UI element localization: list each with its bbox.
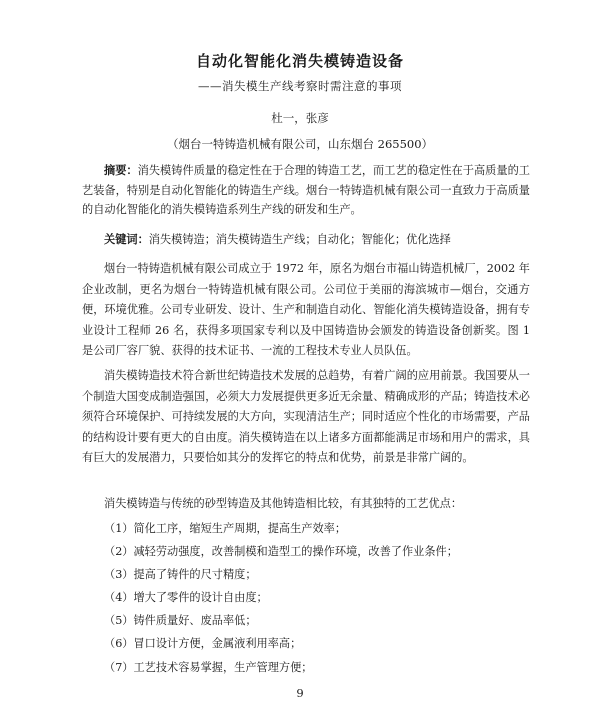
list-item: （4）增大了零件的设计自由度； [104, 591, 268, 605]
list-item: （7）工艺技术容易掌握，生产管理方便； [104, 660, 313, 674]
keywords-text: 消失模铸造；消失模铸造生产线；自动化；智能化；优化选择 [148, 233, 451, 246]
list-item: （2）减轻劳动强度，改善制模和造型工的操作环境，改善了作业条件； [104, 545, 458, 559]
paper-authors: 杜一，张彦 [271, 111, 329, 125]
list-item: （5）铸件质量好、废品率低； [104, 614, 257, 628]
body-paragraph-technology: 消失模铸造技术符合新世纪铸造技术发展的总趋势，有着广阔的应用前景。我国要从一个制造大国变成制造强国，必须大力发展提供更多近无余量、精确成形的产品；铸造技术必须符合环境保护、可持续发展的大方向，实现清洁生产；同时适应个性化的市场需要，产品的结构设计要有更大的自由度。消失模铸造在以上诸多方面都能满足市场和用户的需求，具有巨大的发展潜力，只要恰如其分的发挥它的特点和优势，前景是非常广阔的。 [82, 369, 530, 464]
list-item: （6）冒口设计方便，金属液利用率高； [104, 637, 302, 651]
abstract [82, 161, 530, 220]
page-number: 9 [296, 686, 304, 700]
abstract-label: 摘要： [104, 163, 138, 177]
body-paragraph-company: 烟台一特铸造机械有限公司成立于 1972 年，原名为烟台市福山铸造机械厂，2002 年企业改制，更名为烟台一特铸造机械有限公司。公司位于美丽的海滨城市—烟台，交通方便，环境优雅。公司专业研发、设计、生产和制造自动化、智能化消失模铸造设备，拥有专业设计工程师 26 名，获得多项国家专利以及中国铸造协会颁发的铸造设备创新奖。图 1 是公司厂容厂貌、获得的技术证书、一流的工程技术专业人员队伍。 [82, 262, 530, 357]
abstract-text: 消失模铸件质量的稳定性在于合理的铸造工艺，而工艺的稳定性在于高质量的工艺装备，特别是自动化智能化的铸造生产线。烟台一特铸造机械有限公司一直致力于高质量的自动化智能化的消失模铸造系列生产线的研发和生产。 [82, 164, 530, 216]
paper-subtitle: ——消失模生产线考察时需注意的事项 [198, 79, 402, 93]
advantages-list [104, 517, 524, 679]
keywords-label: 关键词： [104, 232, 149, 246]
paper-title: 自动化智能化消失模铸造设备 [195, 52, 404, 70]
paper-affiliation: （烟台一特铸造机械有限公司，山东烟台 265500） [166, 137, 434, 151]
keywords [82, 230, 530, 250]
list-item: （3）提高了铸件的尺寸精度； [104, 568, 257, 582]
body-paragraph-advantages-intro: 消失模铸造与传统的砂型铸造及其他铸造相比较，有其独特的工艺优点： [104, 497, 463, 510]
list-item: （1）简化工序，缩短生产周期，提高生产效率； [104, 522, 347, 535]
